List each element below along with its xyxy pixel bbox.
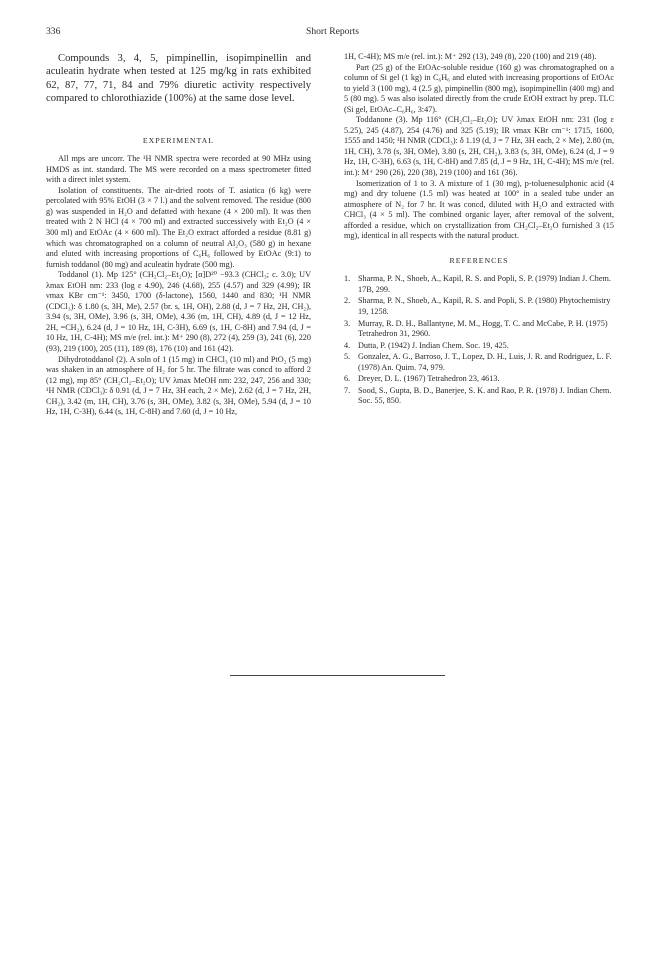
body-paragraph: Toddanol (1). Mp 125° (CH₂Cl₂–Et₂O); [α]D²⁰ −93.3 (CHCl₃; c. 3.0); UV λmax EtOH nm: 233 (log ε 4.90), 246 (4.68), 255 (4.57) and 329 (4.99); IR νmax KBr cm⁻¹: 3450, 1700 (δ-lactone), 1560, 1440 and 830; ¹H NMR (CDCl₃): δ 1.80 (s, 3H, Me), 2.57 (br. s, 1H, OH), 2.88 (d, J = 7 Hz, 2H, CH₂), 3.94 (s, 3H, OMe), 3.96 (s, 3H, OMe), 4.36 (m, 1H, CH), 4.89 (d, J = 12 Hz, 2H, =CH₂), 6.24 (d, J = 10 Hz, 1H, C-3H), 6.69 (s, 1H, C-8H) and 7.94 (d, J = 10 Hz, 1H, C-4H); MS m/e (rel. int.): M⁺ 290 (8), 272 (4), 259 (3), 241 (6), 220 (93), 219 (100), 205 (11), 189 (8), 176 (10) and 161 (42).: [46, 270, 311, 354]
reference-number: 2.: [344, 296, 351, 306]
reference-number: 6.: [344, 374, 351, 384]
references-heading: REFERENCES: [449, 255, 509, 265]
references-list: [344, 274, 614, 407]
reference-number: 3.: [344, 318, 351, 328]
reference-text: Sharma, P. N., Shoeb, A., Kapil, R. S. and Popli, S. P. (1979) Indian J. Chem. 17B, 299.: [358, 274, 611, 294]
body-paragraph: Toddanone (3). Mp 116° (CH₂Cl₂–Et₂O); UV λmax EtOH nm: 231 (log ε 5.25), 245 (4.87), 254 (4.76) and 325 (5.19); IR νmax KBr cm⁻¹: 1715, 1600, 1555 and 1450; ¹H NMR (CDCl₃): δ 1.19 (d, J = 7 Hz, 3H each, 2 × Me), 2.80 (m, 1H, CH), 3.78 (s, 3H, OMe), 3.80 (s, 2H, CH₂), 3.83 (s, 3H, OMe), 6.24 (d, J = 9 Hz, 1H, C-3H), 6.63 (s, 1H, C-8H) and 7.85 (d, J = 9 Hz, 1H, C-4H); MS m/e (rel. int.): M⁺ 290 (26), 220 (38), 219 (100) and 161 (36).: [344, 115, 614, 178]
section-heading-experimental: EXPERIMENTAL: [142, 135, 215, 145]
reference-number: 7.: [344, 385, 351, 395]
reference-number: 1.: [344, 274, 351, 284]
body-paragraph: Dihydrotoddanol (2). A soln of 1 (15 mg) in CHCl₃ (10 ml) and PtO₂ (5 mg) was shaken in an atmosphere of H₂ for 5 hr. The filtrate was concd to afford 2 (12 mg), mp 85° (CH₂Cl₂–Et₂O); UV λmax MeOH nm: 232, 247, 256 and 330; ¹H NMR (CDCl₃): δ 0.91 (d, J = 7 Hz, 3H each, 2 × Me), 2.62 (d, J = 7 Hz, 2H, CH₂), 3.42 (m, 1H, CH), 3.76 (s, 3H, OMe), 3.82 (s, 3H, OMe), 5.94 (d, J = 10 Hz, 1H, C-3H), 6.44 (s, 1H, C-8H) and 7.60 (d, J = 10 Hz,: [46, 354, 311, 417]
lead-paragraph: Compounds 3, 4, 5, pimpinellin, isopimpinellin and aculeatin hydrate when tested at 125 mg/kg in rats exhibited 62, 87, 77, 71, 84 and 79% diuretic activity respectively compared to chlorothiazide (100%) at the same dose level.: [46, 53, 311, 105]
reference-text: Murray, R. D. H., Ballantyne, M. M., Hogg, T. C. and McCabe, P. H. (1975) Tetrahedron 31, 2960.: [358, 318, 608, 339]
reference-text: Dutta, P. (1942) J. Indian Chem. Soc. 19, 425.: [358, 340, 509, 350]
page-number: 336: [46, 26, 61, 37]
reference-text: Sharma, P. N., Shoeb, A., Kapil, R. S. and Popli, S. P. (1980) Phytochemistry 19, 1258.: [358, 296, 611, 317]
body-paragraph: Isomerization of 1 to 3. A mixture of 1 (30 mg), p-toluenesulphonic acid (4 mg) and dry toluene (1.5 ml) was heated at 100° in a sealed tube under an atmosphere of N₂ for 7 hr. It was concd, diluted with H₂O and extracted with CHCl₃ (4 × 5 ml). The combined organic layer, after removal of the solvent, afforded a residue, which on crystallization from CH₂Cl₂–Et₂O furnished 3 (15 mg), identical in all respects with the natural product.: [344, 178, 614, 241]
body-paragraph: Isolation of constituents. The air-dried roots of T. asiatica (6 kg) were percolated with 95% EtOH (3 × 7 l.) and the solvent removed. The residue (800 g) was suspended in H₂O and defatted with hexane (4 × 200 ml). It was then treated with 2 N HCl (4 × 700 ml) and extracted successively with Et₂O (4 × 300 ml) and EtOAc (4 × 600 ml). The Et₂O extract afforded a residue (8.81 g) which was chromatographed on a column of neutral Al₂O₃ (580 g) in hexane and eluted with increasing proportions of C₆H₆ followed by EtOAc (9:1) to furnish toddanol (80 mg) and aculeatin hydrate (500 mg).: [46, 185, 311, 269]
body-paragraph: All mps are uncorr. The ¹H NMR spectra were recorded at 90 MHz using HMDS as int. standard. The MS were recorded on a mass spectrometer fitted with a direct inlet system.: [46, 154, 311, 185]
right-column: [344, 52, 614, 408]
reference-text: Dreyer, D. L. (1967) Tetrahedron 23, 4613.: [358, 374, 500, 384]
body-paragraph: 1H, C-4H); MS m/e (rel. int.): M⁺ 292 (13), 249 (8), 220 (100) and 219 (48).: [344, 52, 597, 61]
reference-item: [344, 386, 614, 407]
reference-item: [344, 296, 614, 317]
reference-item: [344, 274, 614, 295]
body-paragraph: Part (25 g) of the EtOAc-soluble residue (160 g) was chromatographed on a column of Si gel (1 kg) in C₆H₆ and eluted with increasing proportions of EtOAc to yield 3 (100 mg), 4 (2.5 g), pimpinellin (800 mg), isopimpinellin (400 mg) and 5 (80 mg). 5 was also isolated directly from the crude EtOH extract by prep. TLC (Si gel, EtOAc–C₆H₆, 3:47).: [344, 62, 614, 114]
reference-number: 4.: [344, 340, 351, 350]
footer-rule: [230, 675, 445, 676]
left-column: [46, 52, 311, 418]
reference-item: [344, 374, 614, 385]
reference-item: [344, 352, 614, 373]
reference-text: Sood, S., Gupta, B. D., Banerjee, S. K. and Rao, P. R. (1978) J. Indian Chem. Soc. 55, 850.: [358, 385, 612, 406]
reference-text: Gonzalez, A. G., Barroso, J. T., Lopez, D. H., Luis, J. R. and Rodriguez, L. F. (1978) An. Quim. 74, 979.: [358, 352, 612, 372]
reference-item: [344, 341, 614, 352]
running-title: Short Reports: [306, 26, 360, 37]
reference-item: [344, 319, 614, 340]
reference-number: 5.: [344, 352, 351, 362]
